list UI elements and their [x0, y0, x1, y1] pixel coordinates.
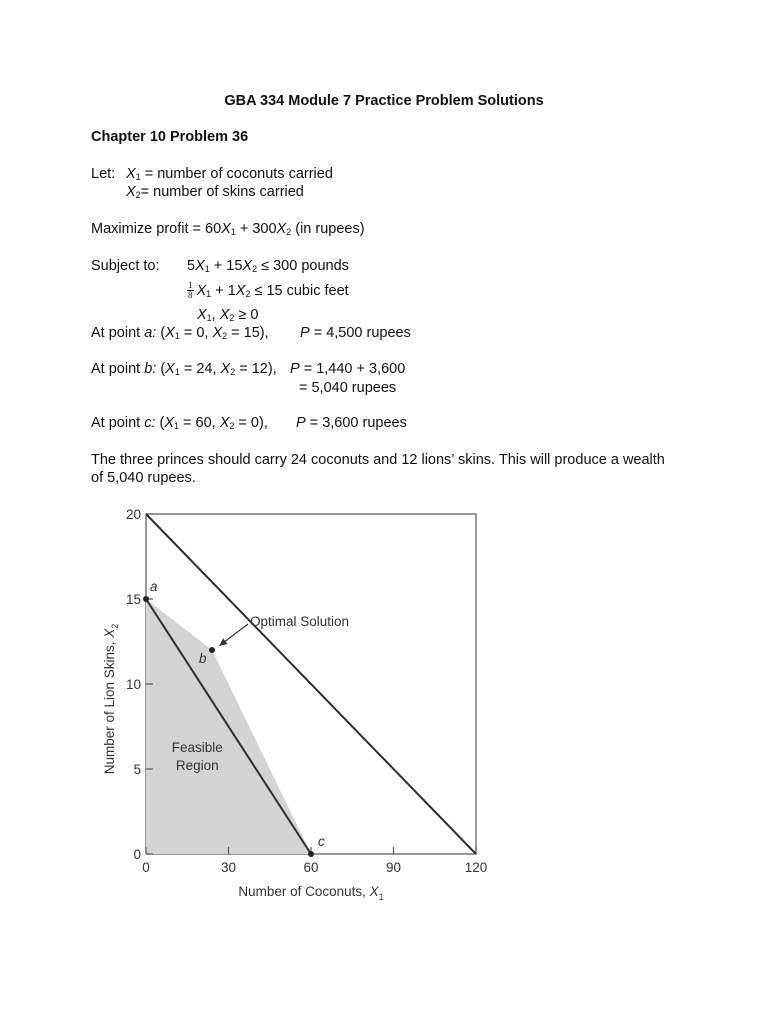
y-tick-label: 5	[133, 762, 141, 777]
x-axis-label: Number of Coconuts, $X_1$	[238, 884, 384, 902]
corner-point-label-b: b	[199, 651, 207, 666]
variable-definition-x1: $X_1$ = number of coconuts carried	[126, 166, 333, 183]
corner-point-b	[209, 647, 215, 653]
constraint-nonnegativity: $X_1$, $X_2 \ge 0$	[197, 307, 259, 324]
x-tick-label: 90	[385, 860, 402, 875]
corner-point-label-a: a	[150, 579, 158, 594]
conclusion-text: The three princes should carry 24 coconuts and 12 lions’ skins. This will produce a wealth of 5,040 rupees.	[91, 452, 665, 486]
feasible-region-chart	[0, 495, 768, 915]
optimal-solution-arrowhead	[219, 638, 227, 646]
variable-definition-x2: $X_2=$ number of skins carried	[126, 184, 304, 201]
x-tick-label: 0	[142, 860, 150, 875]
point-b-profit-total: = 5,040 rupees	[299, 380, 397, 396]
optimal-solution-label: Optimal Solution	[250, 614, 350, 629]
let-label: Let:	[91, 166, 116, 182]
corner-point-a	[143, 596, 149, 602]
corner-point-c	[308, 851, 314, 857]
page-title: GBA 334 Module 7 Practice Problem Solutions	[224, 93, 544, 109]
y-tick-label: 20	[125, 507, 141, 522]
feasible-region-label-line-1: Feasible	[171, 740, 223, 756]
fraction-one-eighth: $\frac{1}{8}$	[188, 280, 193, 300]
point-a-profit: P = 4,500 rupees	[300, 325, 411, 341]
chapter-heading: Chapter 10 Problem 36	[91, 129, 249, 145]
optimal-solution-arrow	[223, 624, 248, 643]
corner-point-label-c: c	[318, 834, 325, 849]
point-c-evaluation: At point c: ($X_1 = 60$, $X_2 = 0$),	[91, 415, 268, 432]
x-tick-label: 60	[303, 860, 319, 875]
y-tick-label: 15	[125, 592, 141, 607]
point-b-profit: P = 1,440 + 3,600	[290, 361, 406, 377]
constraint-weight: $5X_1 + 15X_2 \le 300$ pounds	[187, 258, 349, 275]
y-tick-label: 10	[125, 677, 141, 692]
y-axis-label: Number of Lion Skins, $X_2$	[102, 623, 120, 775]
point-b-evaluation: At point b: ($X_1 = 24$, $X_2 = 12$),	[91, 361, 277, 378]
x-tick-label: 120	[464, 860, 488, 875]
constraints-label: Subject to:	[91, 258, 160, 274]
feasible-region-label-line-2: Region	[175, 758, 219, 774]
constraint-volume: $\frac{1}{8}$ $X_1 + 1X_2 \le 15$ cubic feet	[188, 280, 349, 300]
point-c-profit: P = 3,600 rupees	[296, 415, 407, 431]
point-a-evaluation: At point a: ($X_1 = 0$, $X_2 = 15$),	[91, 325, 269, 342]
x-tick-label: 30	[220, 860, 237, 875]
y-tick-label: 0	[133, 847, 141, 862]
objective-function: Maximize profit = $60X_1 + 300X_2$ (in rupees)	[91, 221, 365, 238]
